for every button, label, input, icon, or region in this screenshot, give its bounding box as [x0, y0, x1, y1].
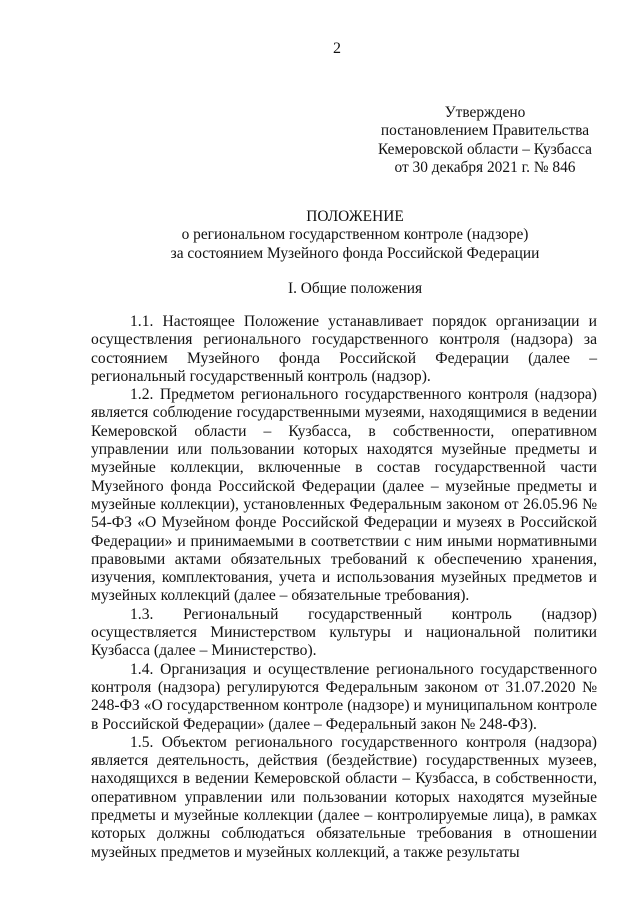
paragraph-1-5: 1.5. Объектом регионального государственного контроля (надзора) является деятельность, действия (бездействие) государственных музеев, находящихся в ведении Кемеровской области – Кузбасса, в собственности, оперативном управлении или пользовании которых находятся музейные предметы и музейные коллекции (далее – контролируемые лица), в рамках которых должны соблюдаться обязательные требования в отношении музейных предметов и музейных коллекций, а также результаты [91, 733, 597, 861]
paragraph-1-1: 1.1. Настоящее Положение устанавливает порядок организации и осуществления регионального государственного контроля (надзора) за состоянием Музейного фонда Российской Федерации (далее – региональный государственный контроль (надзор). [91, 313, 597, 385]
title-line: ПОЛОЖЕНИЕ [306, 208, 404, 225]
approval-block [360, 104, 610, 177]
document-body [91, 313, 597, 862]
page-number: 2 [333, 40, 341, 57]
section-heading: I. Общие положения [287, 280, 423, 297]
title-line: за состоянием Музейного фонда Российской Федерации [170, 244, 540, 262]
approval-line: Кемеровской области – Кузбасса [377, 140, 593, 158]
approval-line: Утверждено [444, 104, 526, 121]
approval-line: от 30 декабря 2021 г. № 846 [394, 158, 576, 176]
document-title [140, 208, 570, 263]
paragraph-1-4: 1.4. Организация и осуществление регионального государственного контроля (надзора) регулируются Федеральным законом от 31.07.2020 № 248-ФЗ «О государственном контроле (надзоре) и муниципальном контроле в Российской Федерации» (далее – Федеральный закон № 248-ФЗ). [91, 660, 597, 733]
paragraph-1-3: 1.3. Региональный государственный контроль (надзор) осуществляется Министерством культуры и национальной политики Кузбасса (далее – Министерство). [91, 605, 597, 660]
approval-line: постановлением Правительства [380, 122, 590, 140]
paragraph-1-2: 1.2. Предметом регионального государственного контроля (надзора) является соблюдение государственными музеями, находящимися в ведении Кемеровской области – Кузбасса, в собственности, оперативном управлении или пользовании которых находятся музейные предметы и музейные коллекции, включенные в состав государственной части Музейного фонда Российской Федерации (далее – музейные предметы и музейные коллекции), установленных Федеральным законом от 26.05.96 № 54-ФЗ «О Музейном фонде Российской Федерации и музеях в Российской Федерации» и принимаемыми в соответствии с ним иными нормативными правовыми актами обязательных требований к обеспечению хранения, изучения, комплектования, учета и использования музейных предметов и музейных коллекций (далее – обязательные требования). [91, 386, 597, 605]
title-line: о региональном государственном контроле (надзоре) [181, 226, 529, 244]
